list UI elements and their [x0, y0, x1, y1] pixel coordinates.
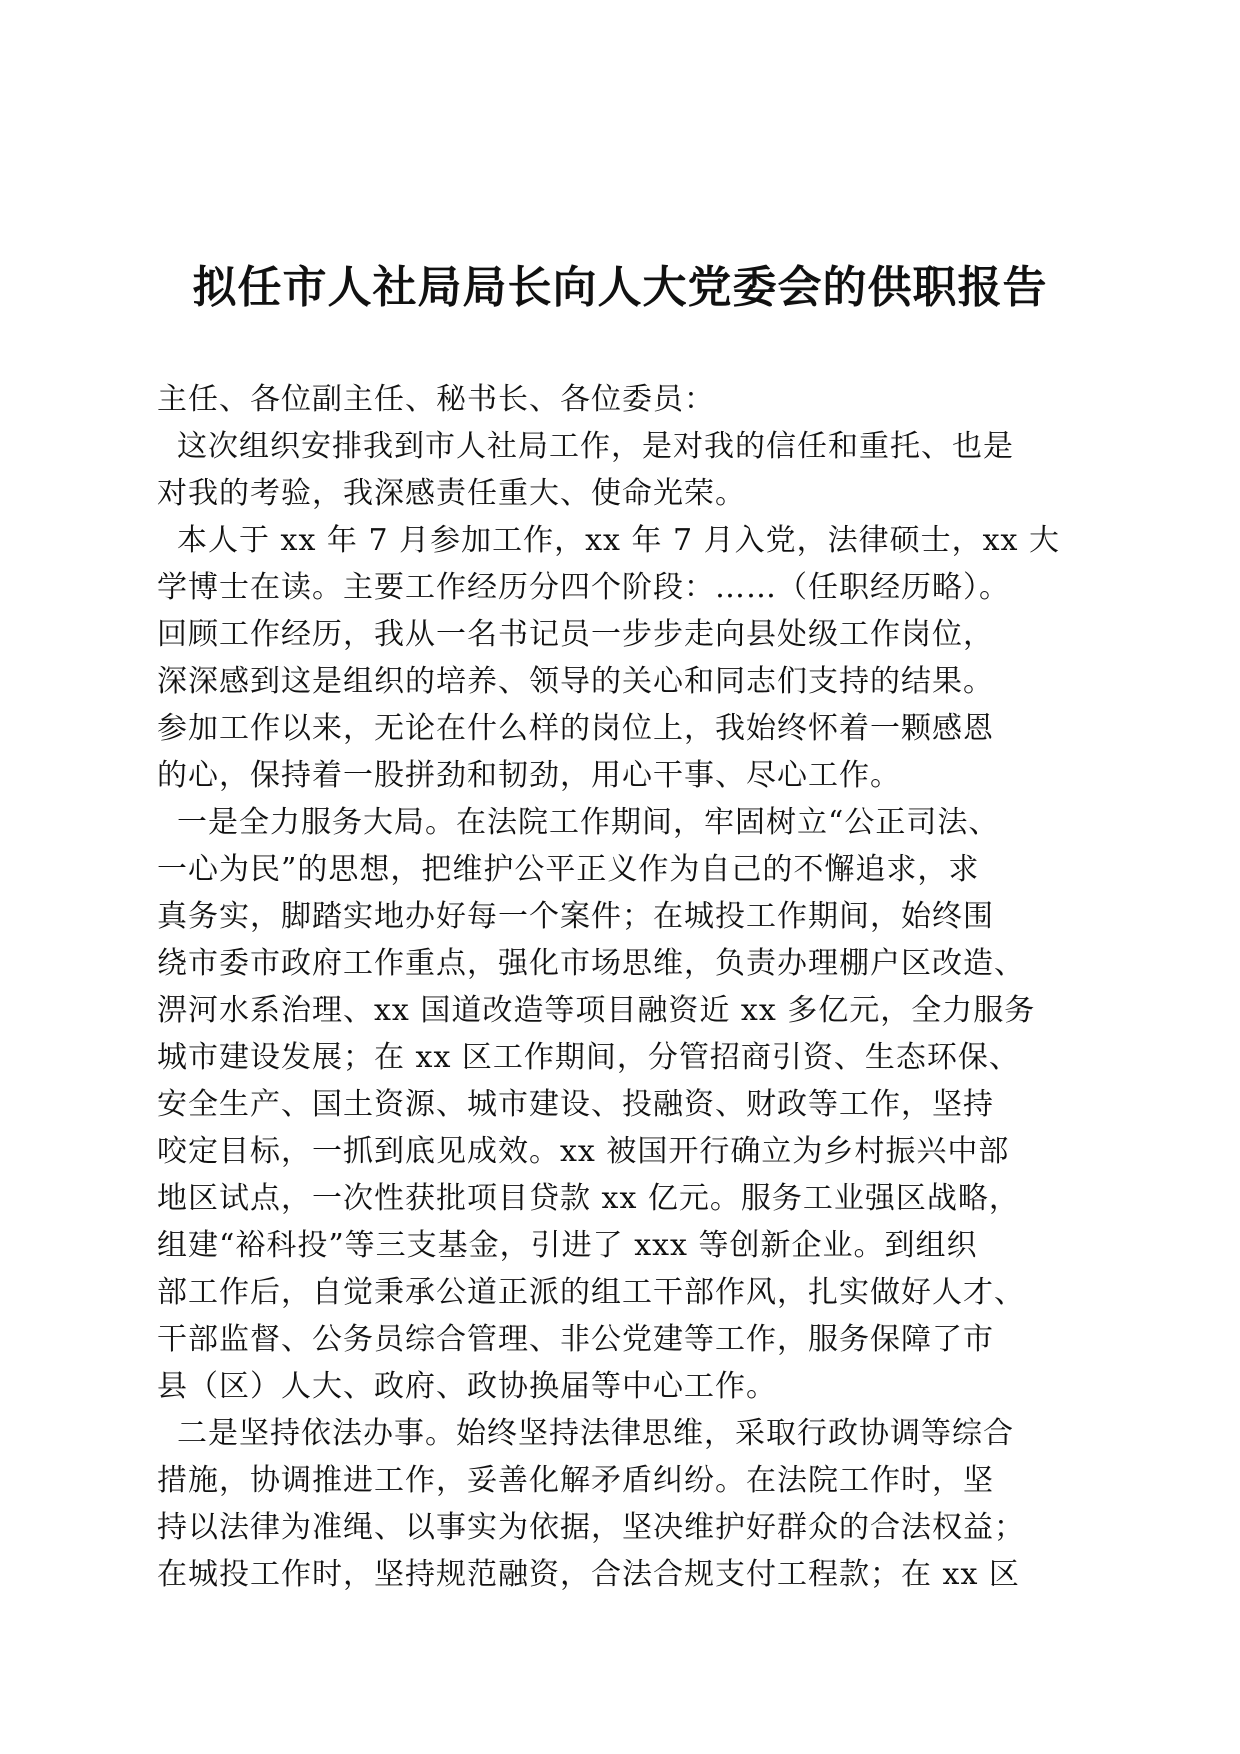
body-line: 对我的考验，我深感责任重大、使命光荣。 [157, 476, 746, 511]
body-line: 真务实，脚踏实地办好每一个案件；在城投工作期间，始终围 [157, 899, 994, 934]
body-line: 绕市委市政府工作重点，强化市场思维，负责办理棚户区改造、 [157, 946, 1025, 981]
body-line: 这次组织安排我到市人社局工作，是对我的信任和重托、也是 [177, 429, 1014, 464]
body-line: 一是全力服务大局。在法院工作期间，牢固树立“公正司法、 [177, 805, 1000, 840]
body-line: 二是坚持依法办事。始终坚持法律思维，采取行政协调等综合 [177, 1416, 1014, 1451]
body-line: 县（区）人大、政府、政协换届等中心工作。 [157, 1369, 777, 1404]
body-line: 措施，协调推进工作，妥善化解矛盾纠纷。在法院工作时，坚 [157, 1463, 994, 1498]
body-line: 淠河水系治理、xx 国道改造等项目融资近 xx 多亿元，全力服务 [157, 993, 1036, 1028]
body-line: 组建“裕科投”等三支基金，引进了 xxx 等创新企业。到组织 [157, 1228, 978, 1263]
document-title: 拟任市人社局局长向人大党委会的供职报告 [192, 262, 1048, 313]
body-line: 在城投工作时，坚持规范融资，合法合规支付工程款；在 xx 区 [157, 1557, 1020, 1592]
body-line: 持以法律为准绳、以事实为依据，坚决维护好群众的合法权益； [157, 1510, 1025, 1545]
body-line: 本人于 xx 年 7 月参加工作，xx 年 7 月入党，法律硕士，xx 大 [177, 523, 1060, 558]
body-line: 城市建设发展；在 xx 区工作期间，分管招商引资、生态环保、 [157, 1040, 1020, 1075]
body-line: 部工作后，自觉秉承公道正派的组工干部作风，扎实做好人才、 [157, 1275, 1025, 1310]
body-line: 安全生产、国土资源、城市建设、投融资、财政等工作，坚持 [157, 1087, 994, 1122]
body-line: 回顾工作经历，我从一名书记员一步步走向县处级工作岗位， [157, 617, 994, 652]
body-line: 深深感到这是组织的培养、领导的关心和同志们支持的结果。 [157, 664, 994, 699]
body-line: 的心，保持着一股拼劲和韧劲，用心干事、尽心工作。 [157, 758, 901, 793]
body-line: 干部监督、公务员综合管理、非公党建等工作，服务保障了市 [157, 1322, 994, 1357]
body-line: 地区试点，一次性获批项目贷款 xx 亿元。服务工业强区战略， [157, 1181, 1020, 1216]
body-line: 一心为民”的思想，把维护公平正义作为自己的不懈追求，求 [157, 852, 980, 887]
body-line: 学博士在读。主要工作经历分四个阶段：……（任职经历略）。 [157, 570, 1010, 605]
body-line: 主任、各位副主任、秘书长、各位委员： [157, 382, 715, 417]
body-line: 咬定目标，一抓到底见成效。xx 被国开行确立为乡村振兴中部 [157, 1134, 1010, 1169]
document-body [157, 376, 1087, 1598]
body-line: 参加工作以来，无论在什么样的岗位上，我始终怀着一颗感恩 [157, 711, 994, 746]
